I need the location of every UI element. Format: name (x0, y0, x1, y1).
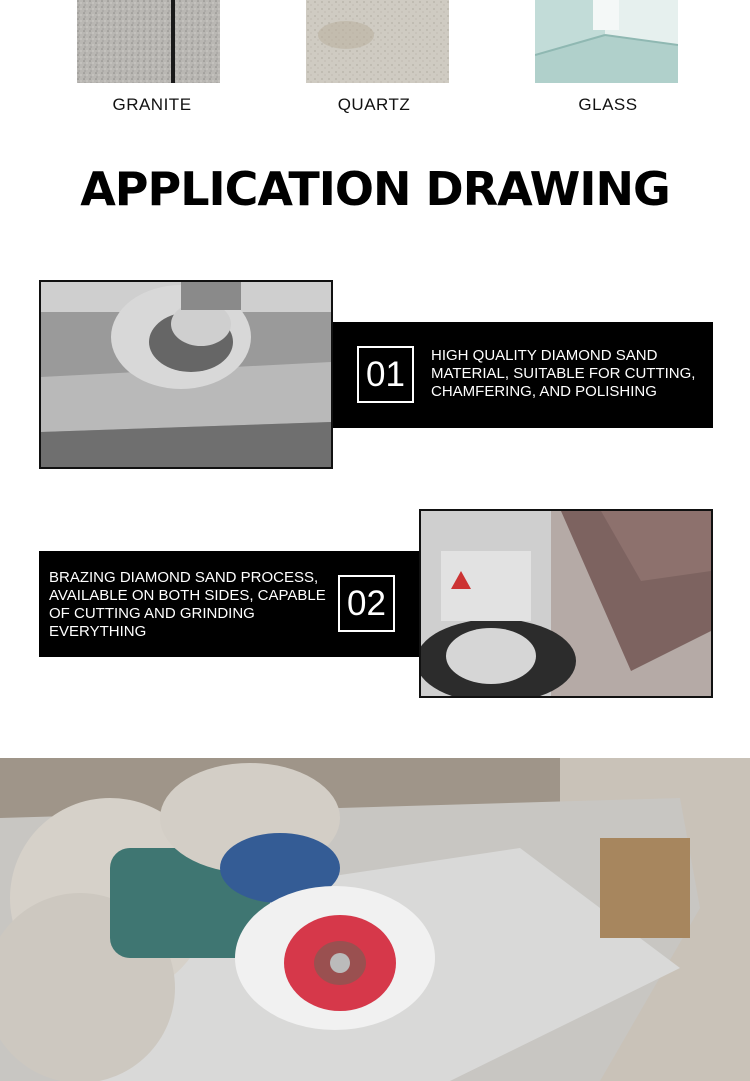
feature-02-number: 02 (338, 575, 395, 632)
angle-grinder-photo (0, 758, 750, 1081)
feature-01-number: 01 (357, 346, 414, 403)
material-label-granite: GRANITE (112, 95, 192, 114)
material-label-glass: GLASS (578, 95, 638, 114)
section-heading: APPLICATION DRAWING (80, 162, 670, 216)
material-label-quartz: QUARTZ (337, 95, 411, 114)
glass-image (535, 0, 678, 83)
quartz-image (306, 0, 449, 83)
feature-01-photo (39, 280, 333, 469)
feature-02-photo (419, 509, 713, 698)
feature-02-text: BRAZING DIAMOND SAND PROCESS, AVAILABLE ON BOTH SIDES, CAPABLE OF CUTTING AND GRINDING EVERYTHING (49, 569, 326, 640)
feature-01-text: HIGH QUALITY DIAMOND SAND MATERIAL, SUITABLE FOR CUTTING, CHAMFERING, AND POLISHING (431, 347, 696, 400)
granite-image (77, 0, 220, 83)
